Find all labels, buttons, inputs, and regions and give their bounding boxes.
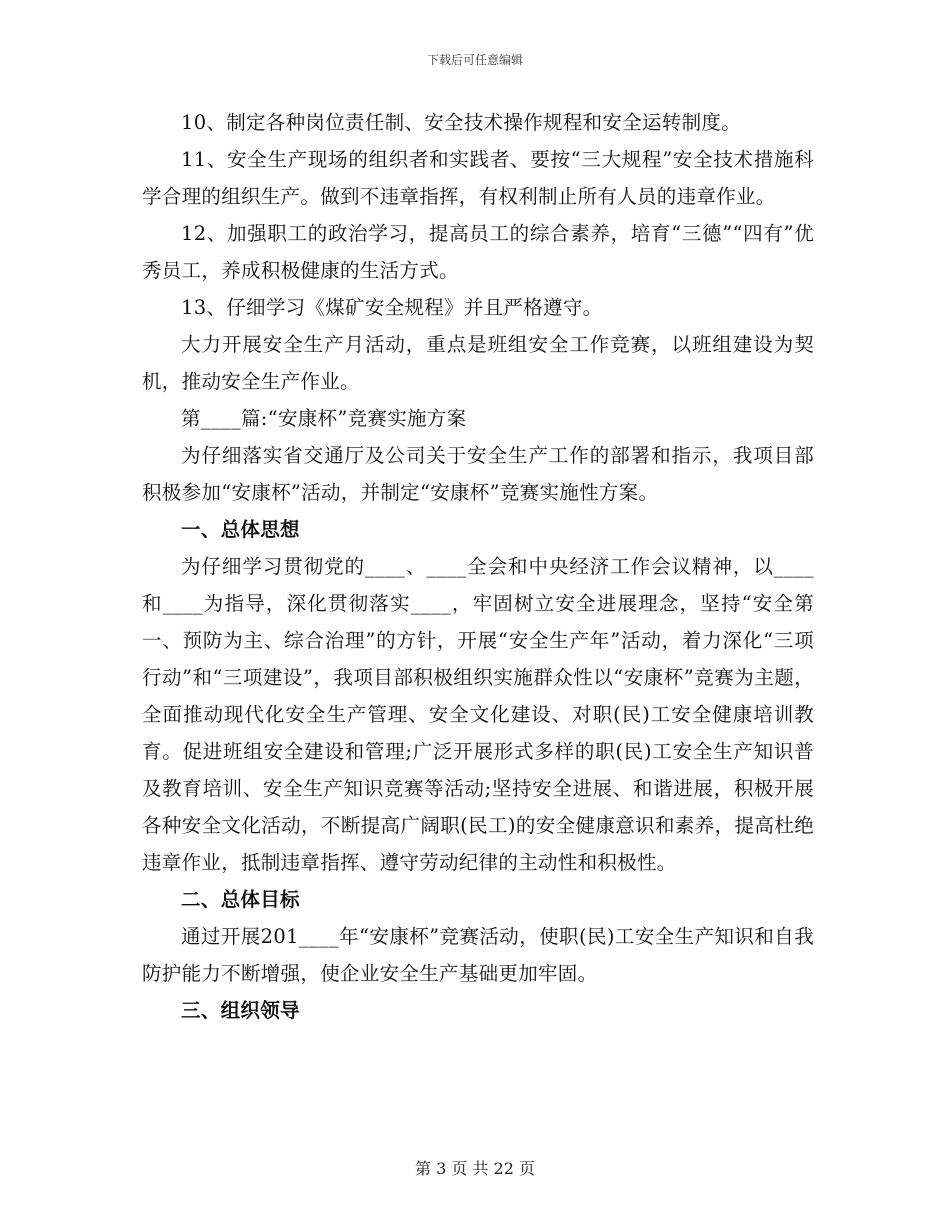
paragraph-item-13: 13、仔细学习《煤矿安全规程》并且严格遵守。 [181,296,603,319]
heading-overall-idea: 一、总体思想 [181,518,300,541]
page-header: 下载后可任意编辑 [426,53,523,67]
section-title: 第____篇:“安康杯”竞赛实施方案 [181,407,467,430]
page-footer: 第 3 页 共 22 页 [415,1159,535,1178]
paragraph-item-11: 11、安全生产现场的组织者和实践者、要按“三大规程”安全技术措施科学合理的组织生产。做到不违章指挥，有权利制止所有人员的违章作业。 [142,148,814,208]
paragraph-overall-goal: 通过开展201____年“安康杯”竞赛活动，使职(民)工安全生产知识和自我防护能力不断增强，使企业安全生产基础更加牢固。 [142,925,814,985]
paragraph-intro: 为仔细落实省交通厅及公司关于安全生产工作的部署和指示，我项目部积极参加“安康杯”活动，并制定“安康杯”竞赛实施性方案。 [142,444,814,504]
paragraph-overall-idea: 为仔细学习贯彻党的____、____全会和中央经济工作会议精神，以____和____为指导，深化贯彻落实____，牢固树立安全进展理念，坚持“安全第一、预防为主、综合治理”的方针，开展“安全生产年”活动，着力深化“三项行动”和“三项建设”，我项目部积极组织实施群众性以“安康杯”竞赛为主题，全面推动现代化安全生产管理、安全文化建设、对职(民)工安全健康培训教育。促进班组安全建设和管理;广泛开展形式多样的职(民)工安全生产知识普及教育培训、安全生产知识竞赛等活动;坚持安全进展、和谐进展，积极开展各种安全文化活动，不断提高广阔职(民工)的安全健康意识和素养，提高杜绝违章作业，抵制违章指挥、遵守劳动纪律的主动性和积极性。 [142,555,814,874]
paragraph-safety-month: 大力开展安全生产月活动，重点是班组安全工作竞赛，以班组建设为契机，推动安全生产作业。 [142,333,814,393]
paragraph-item-10: 10、制定各种岗位责任制、安全技术操作规程和安全运转制度。 [181,111,742,134]
document-body [142,104,814,1029]
heading-overall-goal: 二、总体目标 [181,888,300,911]
paragraph-item-12: 12、加强职工的政治学习，提高员工的综合素养，培育“三德”“四有”优秀员工，养成积极健康的生活方式。 [142,222,814,282]
heading-organization: 三、组织领导 [181,999,300,1022]
